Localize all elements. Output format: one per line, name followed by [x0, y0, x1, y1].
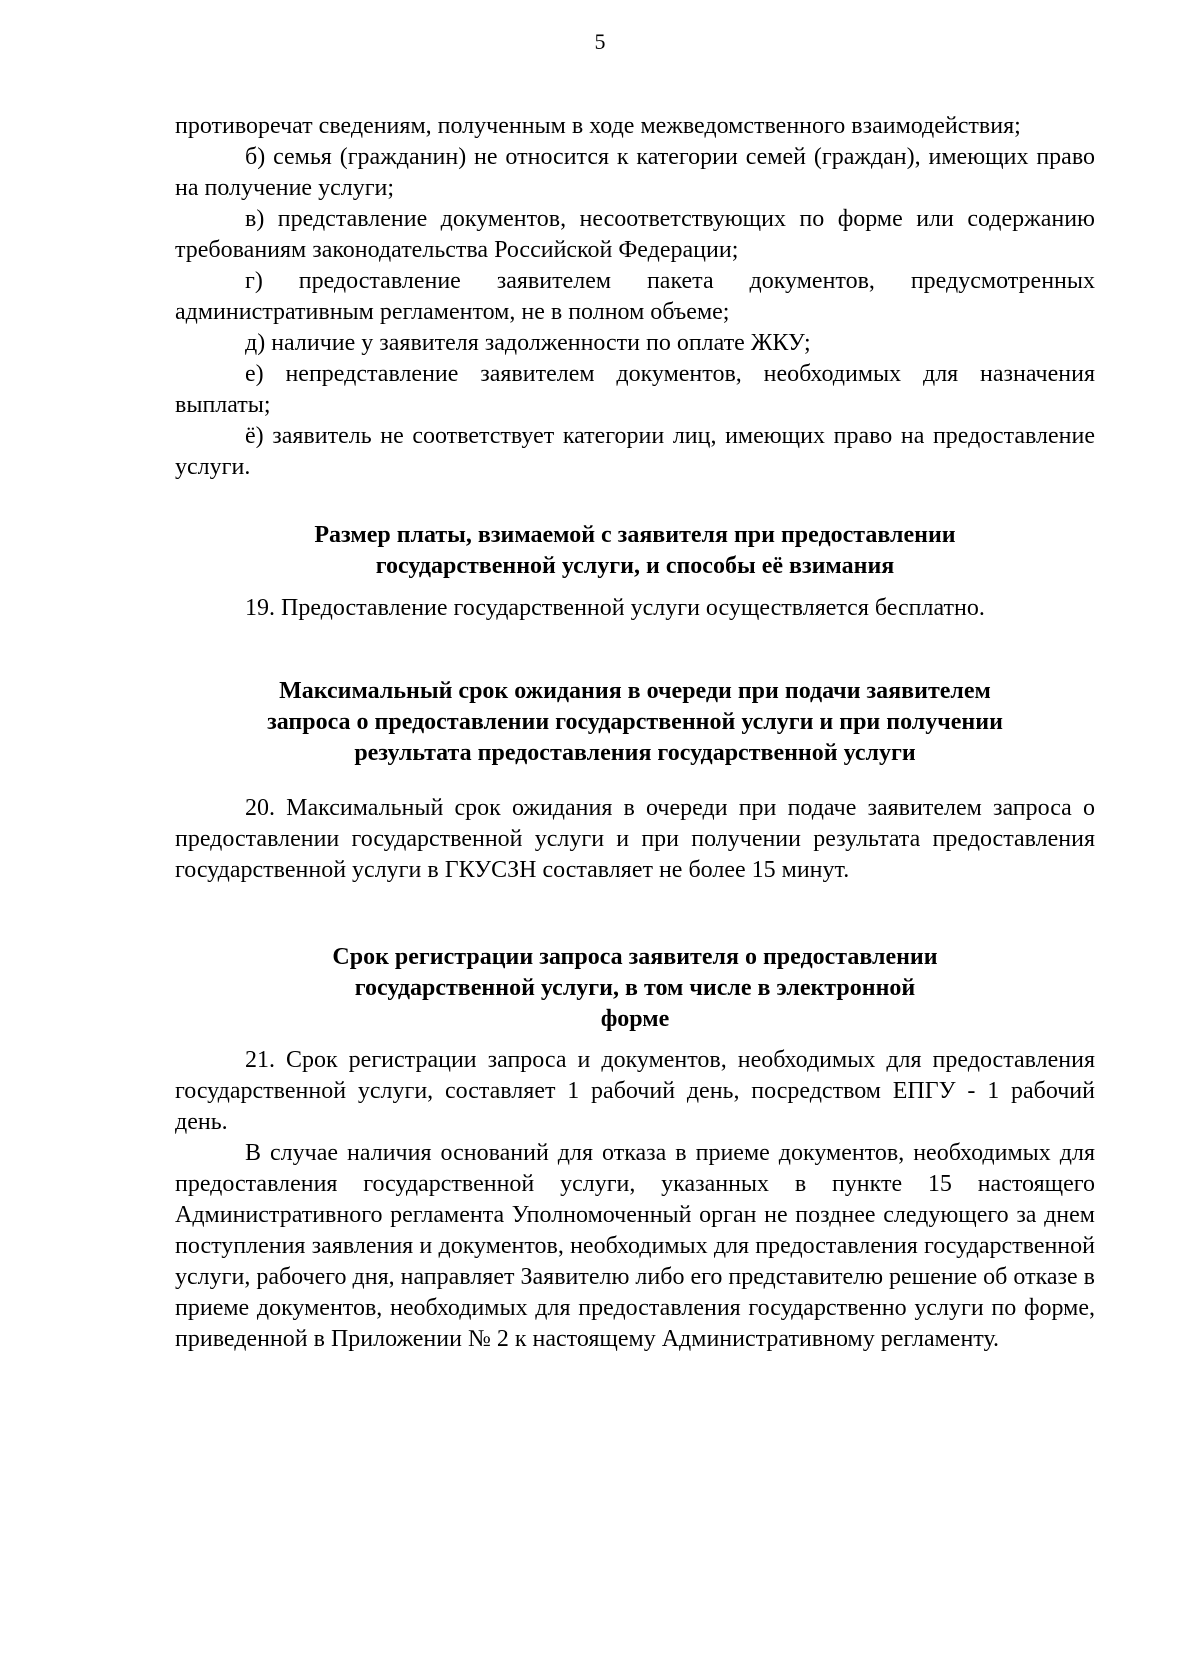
page-number: 5: [594, 29, 606, 54]
list-item: д) наличие у заявителя задолженности по оплате ЖКУ;: [245, 330, 811, 356]
list-item: г) предоставление заявителем пакета документов, предусмотренных административным регламентом, не в полном объеме;: [175, 268, 1095, 325]
section-queue-body: [175, 793, 1095, 886]
heading-line: запроса о предоставлении государственной услуги и при получении: [267, 709, 1003, 735]
heading-line: результата предоставления государственной услуги: [354, 740, 916, 766]
list-continuation: противоречат сведениям, полученным в ходе межведомственного взаимодействия;: [175, 113, 1021, 139]
heading-line: Срок регистрации запроса заявителя о предоставлении: [332, 944, 938, 970]
heading-line: государственной услуги, в том числе в электронной: [354, 975, 916, 1001]
paragraph-20: 20. Максимальный срок ожидания в очереди при подаче заявителем запроса о предоставлении государственной услуги и при получении результата предоставления государственной услуги в ГКУСЗН составляет не более 15 минут.: [175, 795, 1095, 883]
list-item: ё) заявитель не соответствует категории лиц, имеющих право на предоставление услуги.: [175, 423, 1095, 480]
section-heading-fee: [175, 520, 1095, 582]
heading-line: Размер платы, взимаемой с заявителя при предоставлении: [314, 522, 956, 548]
paragraph-19: 19. Предоставление государственной услуги осуществляется бесплатно.: [245, 595, 985, 621]
paragraph-21: 21. Срок регистрации запроса и документов, необходимых для предоставления государственной услуги, составляет 1 рабочий день, посредством ЕПГУ - 1 рабочий день.: [175, 1047, 1095, 1135]
section-registration-body: [175, 1045, 1095, 1355]
list-item: в) представление документов, несоответствующих по форме или содержанию требованиям законодательства Российской Федерации;: [175, 206, 1095, 263]
paragraph-21-refusal: В случае наличия оснований для отказа в приеме документов, необходимых для предоставления государственной услуги, указанных в пункте 15 настоящего Административного регламента Уполномоченный орган не позднее следующего за днем поступления заявления и документов, необходимых для предоставления государственной услуги, рабочего дня, направляет Заявителю либо его представителю решение об отказе в приеме документов, необходимых для предоставления государственно услуги по форме, приведенной в Приложении № 2 к настоящему Административному регламенту.: [175, 1140, 1095, 1352]
heading-line: Максимальный срок ожидания в очереди при подачи заявителем: [279, 678, 991, 704]
list-item: е) непредставление заявителем документов, необходимых для назначения выплаты;: [175, 361, 1095, 418]
refusal-grounds-list: [175, 111, 1095, 483]
section-fee-body: [175, 593, 1095, 624]
section-heading-registration: [175, 942, 1095, 1035]
heading-line: государственной услуги, и способы её взимания: [375, 553, 895, 579]
section-heading-queue: [175, 676, 1095, 769]
heading-line: форме: [600, 1006, 670, 1032]
list-item: б) семья (гражданин) не относится к категории семей (граждан), имеющих право на получение услуги;: [175, 144, 1095, 201]
